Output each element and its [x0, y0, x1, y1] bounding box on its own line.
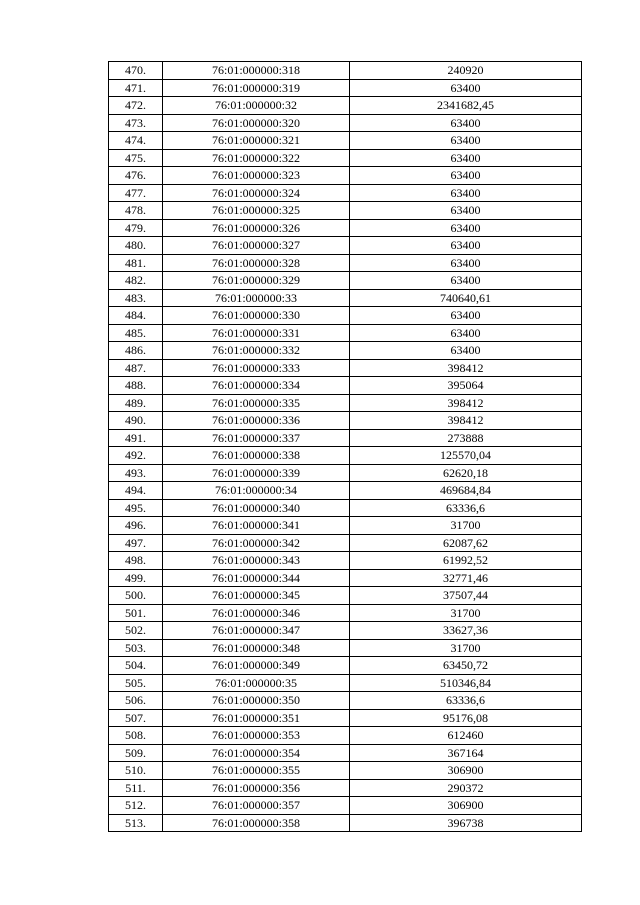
table-row — [109, 289, 582, 307]
row-number-cell: 501. — [109, 604, 163, 622]
cadastral-number-cell: 76:01:000000:322 — [163, 149, 350, 167]
table-row — [109, 97, 582, 115]
row-number-cell: 496. — [109, 517, 163, 535]
table-row — [109, 639, 582, 657]
value-cell: 63400 — [350, 114, 582, 132]
table-row — [109, 237, 582, 255]
value-cell: 63400 — [350, 149, 582, 167]
table-row — [109, 692, 582, 710]
table-row — [109, 797, 582, 815]
value-cell: 240920 — [350, 62, 582, 80]
table-row — [109, 184, 582, 202]
row-number-cell: 472. — [109, 97, 163, 115]
value-cell: 740640,61 — [350, 289, 582, 307]
table-row — [109, 394, 582, 412]
table-row — [109, 499, 582, 517]
row-number-cell: 495. — [109, 499, 163, 517]
value-cell: 33627,36 — [350, 622, 582, 640]
value-cell: 63400 — [350, 132, 582, 150]
cadastral-number-cell: 76:01:000000:334 — [163, 377, 350, 395]
row-number-cell: 470. — [109, 62, 163, 80]
value-cell: 63400 — [350, 167, 582, 185]
cadastral-number-cell: 76:01:000000:33 — [163, 289, 350, 307]
table-row — [109, 412, 582, 430]
value-cell: 63400 — [350, 307, 582, 325]
value-cell: 63450,72 — [350, 657, 582, 675]
table-row — [109, 62, 582, 80]
value-cell: 95176,08 — [350, 709, 582, 727]
cadastral-number-cell: 76:01:000000:349 — [163, 657, 350, 675]
row-number-cell: 483. — [109, 289, 163, 307]
cadastral-number-cell: 76:01:000000:340 — [163, 499, 350, 517]
value-cell: 63400 — [350, 254, 582, 272]
value-cell: 612460 — [350, 727, 582, 745]
cadastral-number-cell: 76:01:000000:357 — [163, 797, 350, 815]
row-number-cell: 493. — [109, 464, 163, 482]
cadastral-number-cell: 76:01:000000:325 — [163, 202, 350, 220]
cadastral-number-cell: 76:01:000000:353 — [163, 727, 350, 745]
value-cell: 273888 — [350, 429, 582, 447]
cadastral-number-cell: 76:01:000000:351 — [163, 709, 350, 727]
value-cell: 398412 — [350, 412, 582, 430]
cadastral-number-cell: 76:01:000000:320 — [163, 114, 350, 132]
value-cell: 63400 — [350, 79, 582, 97]
table-row — [109, 622, 582, 640]
row-number-cell: 513. — [109, 814, 163, 832]
table-row — [109, 709, 582, 727]
table-row — [109, 674, 582, 692]
row-number-cell: 494. — [109, 482, 163, 500]
row-number-cell: 512. — [109, 797, 163, 815]
table-row — [109, 114, 582, 132]
value-cell: 62620,18 — [350, 464, 582, 482]
row-number-cell: 497. — [109, 534, 163, 552]
cadastral-number-cell: 76:01:000000:347 — [163, 622, 350, 640]
row-number-cell: 506. — [109, 692, 163, 710]
table-row — [109, 569, 582, 587]
cadastral-number-cell: 76:01:000000:34 — [163, 482, 350, 500]
cadastral-number-cell: 76:01:000000:326 — [163, 219, 350, 237]
value-cell: 125570,04 — [350, 447, 582, 465]
value-cell: 367164 — [350, 744, 582, 762]
row-number-cell: 475. — [109, 149, 163, 167]
value-cell: 63400 — [350, 324, 582, 342]
table-row — [109, 272, 582, 290]
table-row — [109, 202, 582, 220]
table-row — [109, 429, 582, 447]
row-number-cell: 498. — [109, 552, 163, 570]
cadastral-number-cell: 76:01:000000:338 — [163, 447, 350, 465]
row-number-cell: 476. — [109, 167, 163, 185]
table-row — [109, 814, 582, 832]
cadastral-number-cell: 76:01:000000:321 — [163, 132, 350, 150]
cadastral-number-cell: 76:01:000000:318 — [163, 62, 350, 80]
table-row — [109, 482, 582, 500]
value-cell: 396738 — [350, 814, 582, 832]
row-number-cell: 482. — [109, 272, 163, 290]
value-cell: 510346,84 — [350, 674, 582, 692]
cadastral-number-cell: 76:01:000000:356 — [163, 779, 350, 797]
row-number-cell: 509. — [109, 744, 163, 762]
row-number-cell: 477. — [109, 184, 163, 202]
cadastral-number-cell: 76:01:000000:346 — [163, 604, 350, 622]
value-cell: 61992,52 — [350, 552, 582, 570]
row-number-cell: 492. — [109, 447, 163, 465]
value-cell: 63400 — [350, 342, 582, 360]
row-number-cell: 511. — [109, 779, 163, 797]
table-row — [109, 254, 582, 272]
cadastral-number-cell: 76:01:000000:333 — [163, 359, 350, 377]
table-row — [109, 552, 582, 570]
value-cell: 31700 — [350, 639, 582, 657]
row-number-cell: 504. — [109, 657, 163, 675]
cadastral-number-cell: 76:01:000000:329 — [163, 272, 350, 290]
cadastral-number-cell: 76:01:000000:32 — [163, 97, 350, 115]
table-row — [109, 342, 582, 360]
cadastral-number-cell: 76:01:000000:344 — [163, 569, 350, 587]
cadastral-number-cell: 76:01:000000:335 — [163, 394, 350, 412]
table-row — [109, 324, 582, 342]
row-number-cell: 503. — [109, 639, 163, 657]
table-row — [109, 587, 582, 605]
value-cell: 395064 — [350, 377, 582, 395]
cadastral-number-cell: 76:01:000000:327 — [163, 237, 350, 255]
value-cell: 2341682,45 — [350, 97, 582, 115]
row-number-cell: 481. — [109, 254, 163, 272]
row-number-cell: 491. — [109, 429, 163, 447]
cadastral-number-cell: 76:01:000000:355 — [163, 762, 350, 780]
row-number-cell: 487. — [109, 359, 163, 377]
value-cell: 63400 — [350, 202, 582, 220]
row-number-cell: 474. — [109, 132, 163, 150]
row-number-cell: 486. — [109, 342, 163, 360]
value-cell: 469684,84 — [350, 482, 582, 500]
row-number-cell: 510. — [109, 762, 163, 780]
row-number-cell: 473. — [109, 114, 163, 132]
row-number-cell: 502. — [109, 622, 163, 640]
cadastral-number-cell: 76:01:000000:324 — [163, 184, 350, 202]
value-cell: 63400 — [350, 237, 582, 255]
value-cell: 63336,6 — [350, 692, 582, 710]
row-number-cell: 484. — [109, 307, 163, 325]
row-number-cell: 485. — [109, 324, 163, 342]
row-number-cell: 505. — [109, 674, 163, 692]
table-row — [109, 377, 582, 395]
cadastral-number-cell: 76:01:000000:319 — [163, 79, 350, 97]
value-cell: 306900 — [350, 762, 582, 780]
table-row — [109, 464, 582, 482]
value-cell: 398412 — [350, 359, 582, 377]
table-row — [109, 779, 582, 797]
table-row — [109, 657, 582, 675]
value-cell: 63400 — [350, 272, 582, 290]
row-number-cell: 489. — [109, 394, 163, 412]
cadastral-number-cell: 76:01:000000:330 — [163, 307, 350, 325]
table-row — [109, 149, 582, 167]
table-row — [109, 744, 582, 762]
row-number-cell: 479. — [109, 219, 163, 237]
cadastral-number-cell: 76:01:000000:358 — [163, 814, 350, 832]
cadastral-number-cell: 76:01:000000:336 — [163, 412, 350, 430]
cadastral-number-cell: 76:01:000000:345 — [163, 587, 350, 605]
row-number-cell: 508. — [109, 727, 163, 745]
row-number-cell: 488. — [109, 377, 163, 395]
row-number-cell: 500. — [109, 587, 163, 605]
value-cell: 63400 — [350, 184, 582, 202]
row-number-cell: 507. — [109, 709, 163, 727]
row-number-cell: 471. — [109, 79, 163, 97]
value-cell: 398412 — [350, 394, 582, 412]
cadastral-number-cell: 76:01:000000:332 — [163, 342, 350, 360]
cadastral-number-cell: 76:01:000000:35 — [163, 674, 350, 692]
value-cell: 62087,62 — [350, 534, 582, 552]
cadastral-value-table — [108, 61, 582, 832]
table-row — [109, 517, 582, 535]
table-row — [109, 727, 582, 745]
cadastral-number-cell: 76:01:000000:342 — [163, 534, 350, 552]
table-row — [109, 359, 582, 377]
table-row — [109, 534, 582, 552]
table-row — [109, 604, 582, 622]
table-row — [109, 447, 582, 465]
row-number-cell: 480. — [109, 237, 163, 255]
row-number-cell: 499. — [109, 569, 163, 587]
value-cell: 31700 — [350, 604, 582, 622]
table-row — [109, 132, 582, 150]
cadastral-number-cell: 76:01:000000:339 — [163, 464, 350, 482]
table-row — [109, 219, 582, 237]
value-cell: 32771,46 — [350, 569, 582, 587]
table-body — [109, 62, 582, 832]
cadastral-number-cell: 76:01:000000:328 — [163, 254, 350, 272]
cadastral-number-cell: 76:01:000000:331 — [163, 324, 350, 342]
cadastral-number-cell: 76:01:000000:350 — [163, 692, 350, 710]
table-row — [109, 167, 582, 185]
table-row — [109, 79, 582, 97]
value-cell: 290372 — [350, 779, 582, 797]
row-number-cell: 490. — [109, 412, 163, 430]
row-number-cell: 478. — [109, 202, 163, 220]
cadastral-number-cell: 76:01:000000:323 — [163, 167, 350, 185]
cadastral-number-cell: 76:01:000000:341 — [163, 517, 350, 535]
table-row — [109, 307, 582, 325]
value-cell: 306900 — [350, 797, 582, 815]
cadastral-number-cell: 76:01:000000:337 — [163, 429, 350, 447]
value-cell: 37507,44 — [350, 587, 582, 605]
value-cell: 63400 — [350, 219, 582, 237]
cadastral-number-cell: 76:01:000000:348 — [163, 639, 350, 657]
value-cell: 63336,6 — [350, 499, 582, 517]
cadastral-number-cell: 76:01:000000:354 — [163, 744, 350, 762]
cadastral-number-cell: 76:01:000000:343 — [163, 552, 350, 570]
value-cell: 31700 — [350, 517, 582, 535]
table-row — [109, 762, 582, 780]
